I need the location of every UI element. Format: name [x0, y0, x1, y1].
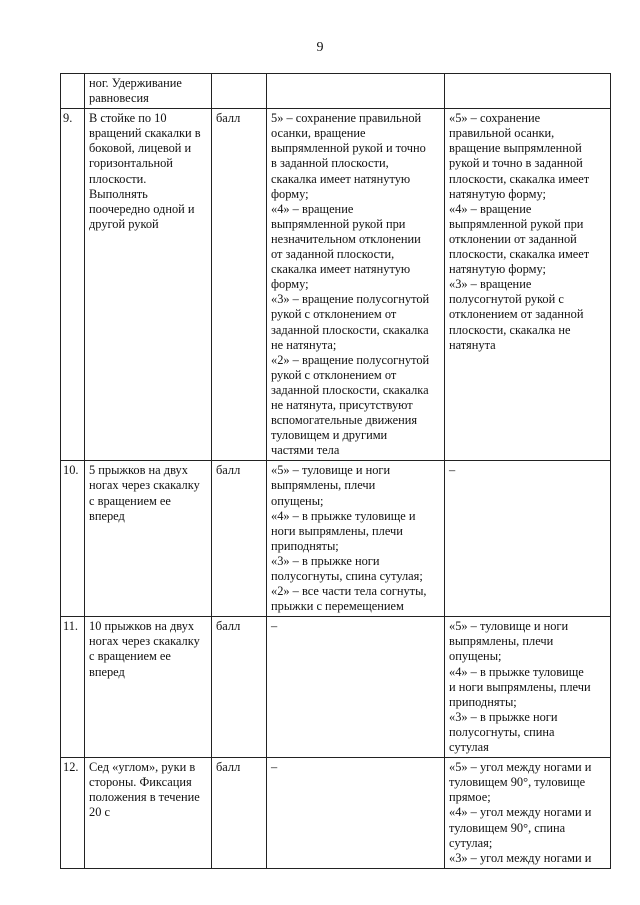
table-row	[61, 617, 611, 758]
criteria-a-cell	[267, 617, 445, 758]
unit-cell	[212, 74, 267, 109]
exercise-line: вперед	[89, 508, 125, 523]
criteria-a-line: «3» – вращение полусогнутой	[271, 292, 430, 307]
criteria-b-line: –	[449, 463, 456, 478]
criteria-b-cell	[445, 461, 611, 617]
exercise-line: вперед	[89, 664, 125, 679]
exercise-line: поочередно одной и	[89, 201, 195, 216]
criteria-a-cell	[267, 109, 445, 461]
criteria-a-line: частями тела	[271, 443, 340, 458]
exercise-line: горизонтальной	[89, 156, 173, 171]
criteria-b-line: туловищем 90°, спина	[449, 820, 566, 835]
unit-cell: балл	[212, 109, 267, 461]
criteria-a-line: «4» – в прыжке туловище и	[271, 508, 416, 523]
criteria-b-line: выпрямлены, плечи	[449, 634, 554, 649]
exercise-line: ногах через скакалку	[89, 478, 200, 493]
criteria-b-line: туловищем 90°, туловище	[449, 775, 586, 790]
criteria-b-line: правильной осанки,	[449, 126, 555, 141]
criteria-b-cell	[445, 758, 611, 869]
criteria-table	[60, 73, 611, 869]
criteria-a-line: не натянута;	[271, 337, 337, 352]
criteria-a-line: «4» – вращение	[271, 201, 354, 216]
criteria-a-line: форму;	[271, 277, 309, 292]
criteria-a-line: вспомогательные движения	[271, 413, 418, 428]
criteria-b-cell	[445, 617, 611, 758]
criteria-a-line: рукой с отклонением от	[271, 307, 397, 322]
exercise-cell	[85, 74, 212, 109]
exercise-line: плоскости.	[89, 171, 147, 186]
row-number-cell: 11.	[61, 617, 85, 758]
criteria-b-line: плоскости, скакалка имеет	[449, 171, 590, 186]
exercise-cell	[85, 461, 212, 617]
criteria-a-cell	[267, 461, 445, 617]
criteria-b-line: отклонением от заданной	[449, 307, 584, 322]
unit-cell: балл	[212, 758, 267, 869]
table-row	[61, 74, 611, 109]
criteria-a-line: ноги выпрямлены, плечи	[271, 523, 403, 538]
criteria-a-line: осанки, вращение	[271, 126, 366, 141]
criteria-b-line: натянута	[449, 337, 496, 352]
criteria-a-line: скакалка имеет натянутую	[271, 171, 411, 186]
exercise-line: ногах через скакалку	[89, 634, 200, 649]
criteria-b-line: «5» – сохранение	[449, 111, 541, 126]
criteria-b-line: вращение выпрямленной	[449, 141, 582, 156]
criteria-a-line: –	[271, 760, 278, 775]
criteria-b-line: «5» – туловище и ноги	[449, 619, 569, 634]
criteria-a-cell	[267, 74, 445, 109]
criteria-a-line: рукой с отклонением от	[271, 367, 397, 382]
criteria-a-line: не натянута, присутствуют	[271, 397, 413, 412]
criteria-a-line: полусогнуты, спина сутулая;	[271, 569, 423, 583]
criteria-a-line: «5» – туловище и ноги	[271, 463, 391, 478]
exercise-line: 5 прыжков на двух	[89, 463, 188, 478]
exercise-line: другой рукой	[89, 216, 159, 231]
criteria-a-line: «2» – все части тела согнуты,	[271, 584, 427, 599]
criteria-b-line: сутулая;	[449, 835, 493, 850]
criteria-a-line: заданной плоскости, скакалка	[271, 322, 429, 337]
criteria-b-line: «3» – угол между ногами и	[449, 850, 592, 865]
criteria-b-line: «4» – вращение	[449, 201, 532, 216]
criteria-a-line: в заданной плоскости,	[271, 156, 389, 171]
exercise-line: Выполнять	[89, 186, 148, 201]
criteria-b-line: плоскости, скакалка не	[449, 322, 571, 337]
criteria-b-line: «3» – вращение	[449, 277, 532, 292]
criteria-a-line: туловищем и другими	[271, 428, 388, 443]
criteria-b-line: полусогнутой рукой с	[449, 292, 564, 307]
criteria-a-line: прыжки с перемещением	[271, 599, 404, 614]
row-number-cell	[61, 74, 85, 109]
unit-cell: балл	[212, 617, 267, 758]
table-row	[61, 461, 611, 617]
criteria-b-line: плоскости, скакалка имеет	[449, 247, 590, 262]
exercise-line: Сед «углом», руки в	[89, 760, 196, 775]
criteria-b-line: сутулая	[449, 740, 489, 755]
exercise-line: В стойке по 10	[89, 111, 167, 126]
exercise-line: 10 прыжков на двух	[89, 619, 195, 634]
criteria-a-line: 5» – сохранение правильной	[271, 111, 422, 126]
criteria-a-line: выпрямленной рукой при	[271, 216, 406, 231]
criteria-b-line: опущены;	[449, 649, 502, 664]
exercise-cell	[85, 758, 212, 869]
exercise-line: с вращением ее	[89, 493, 171, 508]
criteria-a-line: форму;	[271, 186, 309, 201]
criteria-a-line: опущены;	[271, 493, 324, 508]
criteria-b-line: приподняты;	[449, 694, 517, 709]
criteria-a-line: от заданной плоскости,	[271, 247, 395, 262]
criteria-b-line: «3» – в прыжке ноги	[449, 709, 558, 724]
exercise-line: ног. Удерживание	[89, 76, 182, 90]
exercise-cell	[85, 109, 212, 461]
exercise-cell	[85, 617, 212, 758]
criteria-a-line: заданной плоскости, скакалка	[271, 382, 429, 397]
criteria-b-line: натянутую форму;	[449, 262, 546, 277]
criteria-b-line: натянутую форму;	[449, 186, 546, 201]
criteria-a-cell	[267, 758, 445, 869]
row-number-cell: 9.	[61, 109, 85, 461]
criteria-a-line: выпрямлены, плечи	[271, 478, 376, 493]
criteria-b-line: и ноги выпрямлены, плечи	[449, 679, 591, 694]
exercise-line: вращений скакалки в	[89, 126, 201, 141]
criteria-a-line: –	[271, 619, 278, 634]
criteria-a-line: выпрямленной рукой и точно	[271, 141, 426, 156]
criteria-b-line: «5» – угол между ногами и	[449, 760, 592, 775]
criteria-b-line: отклонении от заданной	[449, 231, 577, 246]
criteria-b-line: выпрямленной рукой при	[449, 216, 584, 231]
exercise-line: стороны. Фиксация	[89, 775, 192, 790]
criteria-b-line: полусогнуты, спина	[449, 724, 555, 739]
page-number: 9	[316, 40, 324, 55]
unit-cell: балл	[212, 461, 267, 617]
row-number-cell: 10.	[61, 461, 85, 617]
table-row	[61, 758, 611, 869]
criteria-b-line: «4» – угол между ногами и	[449, 805, 592, 820]
criteria-b-line: «4» – в прыжке туловище	[449, 664, 584, 679]
exercise-line: равновесия	[89, 91, 149, 106]
exercise-line: боковой, лицевой и	[89, 141, 192, 156]
exercise-line: с вращением ее	[89, 649, 171, 664]
criteria-a-line: «3» – в прыжке ноги	[271, 553, 380, 568]
criteria-b-cell	[445, 109, 611, 461]
exercise-line: 20 с	[89, 805, 110, 820]
row-number-cell: 12.	[61, 758, 85, 869]
criteria-b-line: рукой и точно в заданной	[449, 156, 583, 171]
criteria-a-line: «2» – вращение полусогнутой	[271, 352, 430, 367]
table-body	[61, 74, 611, 869]
table-row	[61, 109, 611, 461]
criteria-a-line: незначительном отклонении	[271, 231, 421, 246]
criteria-b-cell	[445, 74, 611, 109]
criteria-a-line: скакалка имеет натянутую	[271, 262, 411, 277]
criteria-b-line: прямое;	[449, 790, 491, 805]
exercise-line: положения в течение	[89, 790, 200, 805]
criteria-a-line: приподняты;	[271, 538, 339, 553]
